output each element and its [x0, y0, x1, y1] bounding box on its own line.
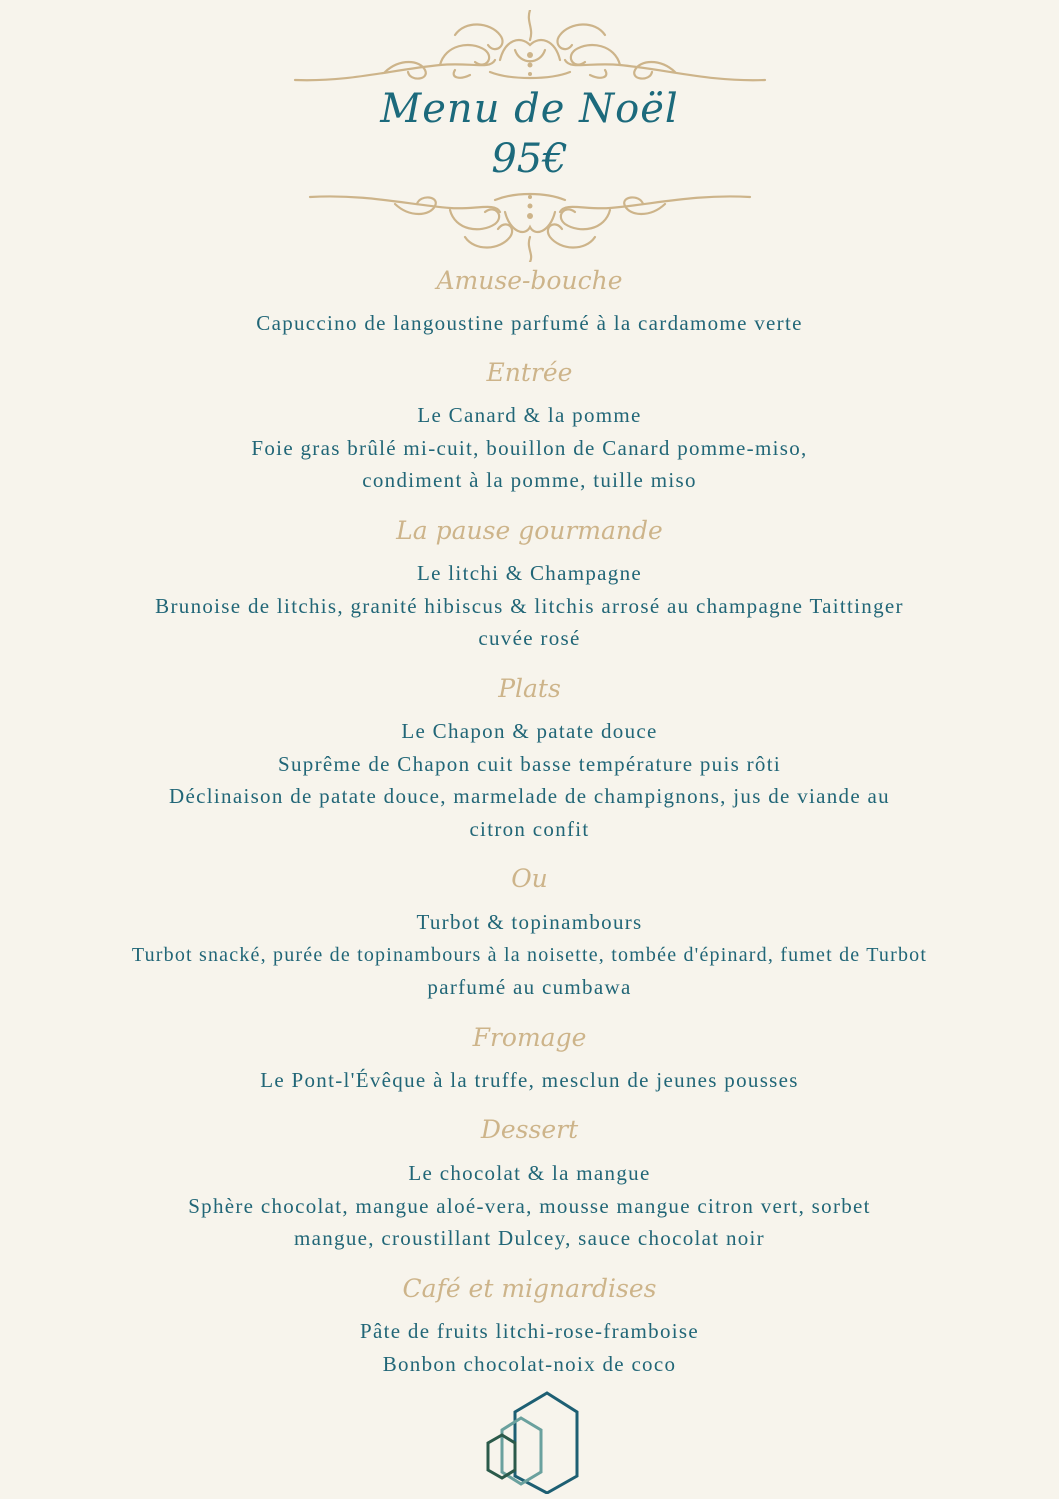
- section-items-plats: [0, 715, 1059, 845]
- menu-line: parfumé au cumbawa: [427, 975, 632, 999]
- menu-line: Turbot snacké, purée de topinambours à la noisette, tombée d'épinard, fumet de Turbot: [131, 943, 928, 966]
- flourish-ornament-top: [0, 10, 1059, 90]
- flourish-ornament-bottom: [0, 182, 1059, 262]
- section-heading-ou: Ou: [511, 864, 548, 893]
- menu-line: Turbot & topinambours: [416, 910, 643, 934]
- menu-line: Pâte de fruits litchi-rose-framboise: [360, 1319, 699, 1343]
- menu-line: Le Chapon & patate douce: [401, 719, 658, 743]
- menu-line: cuvée rosé: [478, 626, 581, 650]
- section-heading-cafe-mignardises: Café et mignardises: [402, 1274, 657, 1303]
- menu-line: condiment à la pomme, tuille miso: [362, 468, 697, 492]
- section-items-dessert: [0, 1157, 1059, 1255]
- section-items-ou: [0, 906, 1059, 1004]
- section-items-amuse-bouche: [0, 307, 1059, 340]
- menu-line: Capuccino de langoustine parfumé à la cardamome verte: [256, 311, 803, 335]
- section-heading-amuse-bouche: Amuse-bouche: [436, 266, 623, 295]
- menu-line: Brunoise de litchis, granité hibiscus & litchis arrosé au champagne Taittinger: [155, 593, 904, 618]
- menu-line: Le Pont-l'Évêque à la truffe, mesclun de jeunes pousses: [260, 1068, 799, 1092]
- menu-line: Sphère chocolat, mangue aloé-vera, mousse mangue citron vert, sorbet: [188, 1193, 871, 1218]
- menu-line: citron confit: [469, 816, 590, 841]
- menu-line: Le Canard & la pomme: [417, 403, 642, 427]
- section-heading-fromage: Fromage: [472, 1023, 587, 1052]
- menu-line: Le chocolat & la mangue: [408, 1161, 651, 1185]
- menu-line: Suprême de Chapon cuit basse température puis rôti: [278, 751, 781, 776]
- section-heading-pause-gourmande: La pause gourmande: [396, 516, 663, 545]
- section-items-pause-gourmande: [0, 557, 1059, 655]
- section-heading-plats: Plats: [498, 674, 561, 703]
- hexagon-logo: [485, 1390, 581, 1499]
- menu-line: Déclinaison de patate douce, marmelade de champignons, jus de viande au: [169, 784, 890, 808]
- menu-price: 95€: [491, 136, 568, 182]
- menu-line: Bonbon chocolat-noix de coco: [382, 1351, 677, 1376]
- menu-line: mangue, croustillant Dulcey, sauce chocolat noir: [294, 1226, 765, 1250]
- section-items-cafe-mignardises: [0, 1315, 1059, 1380]
- section-heading-dessert: Dessert: [480, 1115, 579, 1144]
- section-heading-entree: Entrée: [486, 358, 573, 387]
- menu-title: Menu de Noël: [380, 86, 679, 132]
- section-items-entree: [0, 399, 1059, 497]
- menu-line: Foie gras brûlé mi-cuit, bouillon de Canard pomme-miso,: [251, 435, 808, 460]
- section-items-fromage: [0, 1064, 1059, 1097]
- menu-line: Le litchi & Champagne: [417, 561, 642, 585]
